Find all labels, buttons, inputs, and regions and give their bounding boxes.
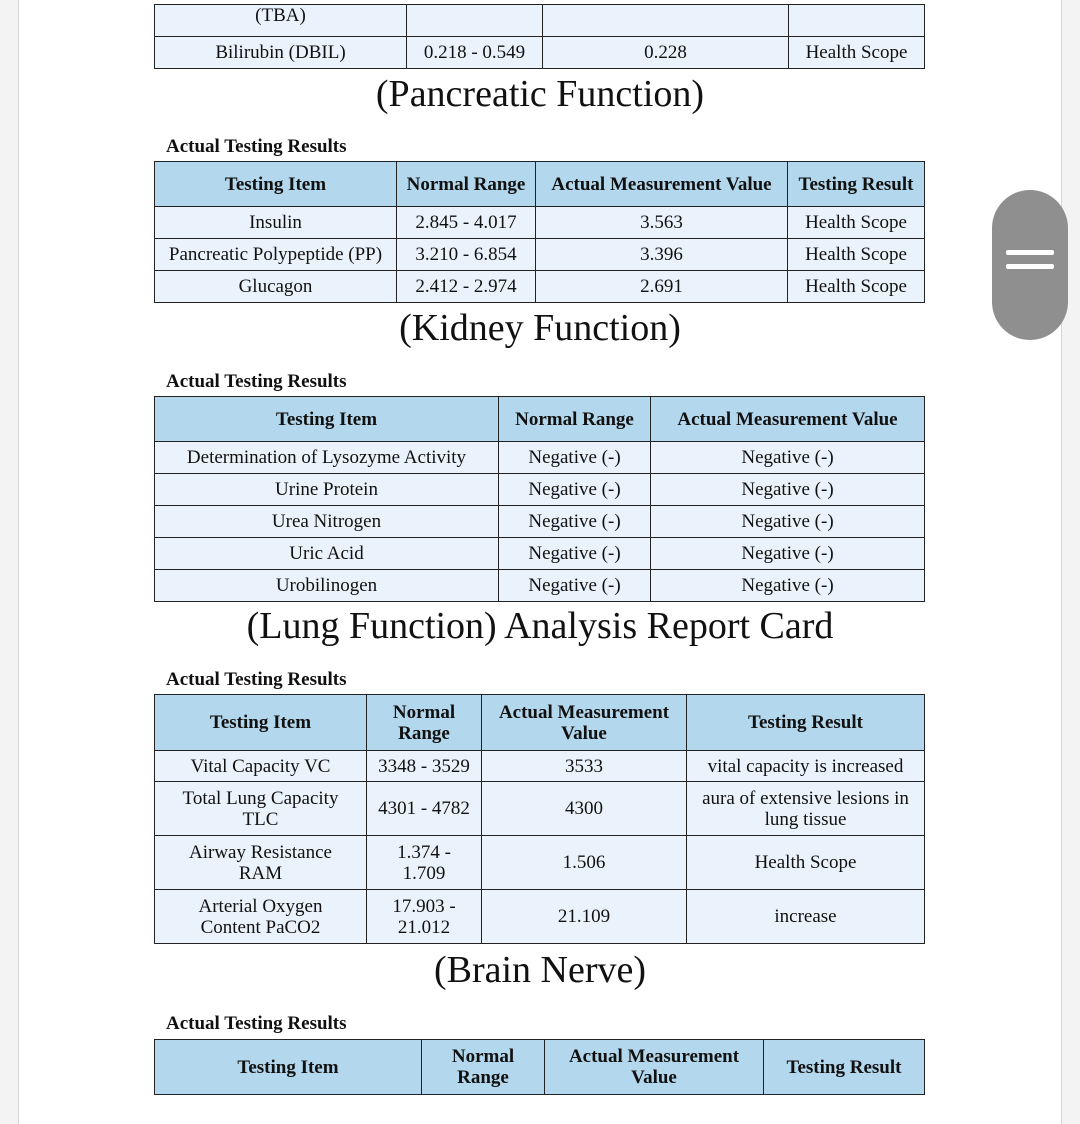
table-cell: increase: [687, 890, 925, 944]
table-cell: 3.563: [536, 207, 788, 239]
column-header: Normal Range: [397, 162, 536, 207]
results-label: Actual Testing Results: [166, 136, 347, 157]
table-cell: Negative (-): [499, 506, 651, 538]
column-header: Testing Item: [155, 397, 499, 442]
table-cell: Arterial Oxygen Content PaCO2: [155, 890, 367, 944]
table-cell: 2.412 - 2.974: [397, 271, 536, 303]
column-header: Testing Item: [155, 162, 397, 207]
table-cell: Health Scope: [788, 207, 925, 239]
table-row: [155, 37, 925, 69]
table-cell: 1.506: [482, 836, 687, 890]
column-header: Testing Result: [764, 1040, 925, 1095]
section-title: (Brain Nerve): [433, 949, 647, 991]
column-header: Actual Measurement Value: [482, 695, 687, 751]
table-row: [155, 570, 925, 602]
results-label: Actual Testing Results: [166, 1013, 347, 1034]
table-row: [155, 5, 925, 37]
table-header-row: [155, 1040, 925, 1095]
table-cell: 4300: [482, 782, 687, 836]
table-cell: Health Scope: [687, 836, 925, 890]
column-header: Actual Measurement Value: [536, 162, 788, 207]
table-cell: 21.109: [482, 890, 687, 944]
table-cell: Negative (-): [499, 538, 651, 570]
table-row: [155, 751, 925, 782]
table-cell: Bilirubin (DBIL): [155, 37, 407, 69]
column-header: Actual Measurement Value: [545, 1040, 764, 1095]
table-row: [155, 506, 925, 538]
table-cell: 0.218 - 0.549: [407, 37, 543, 69]
table-cell: 0.228: [543, 37, 789, 69]
table-cell: 3.210 - 6.854: [397, 239, 536, 271]
table-cell: 17.903 - 21.012: [367, 890, 482, 944]
table-cell: Negative (-): [651, 474, 925, 506]
brain-table: [154, 1039, 924, 1095]
pancreatic-table: [154, 161, 924, 303]
kidney-table: [154, 396, 924, 602]
table-cell: Urine Protein: [155, 474, 499, 506]
table-cell: Vital Capacity VC: [155, 751, 367, 782]
column-header: Normal Range: [499, 397, 651, 442]
table-cell: Urea Nitrogen: [155, 506, 499, 538]
table-cell: 2.845 - 4.017: [397, 207, 536, 239]
table-cell: Health Scope: [789, 37, 925, 69]
table-row: [155, 836, 925, 890]
table-header-row: [155, 695, 925, 751]
table-cell: [543, 5, 789, 37]
column-header: Testing Result: [687, 695, 925, 751]
table-cell: Negative (-): [499, 570, 651, 602]
table-row: [155, 782, 925, 836]
lung-table: [154, 694, 924, 944]
table-cell: 3348 - 3529: [367, 751, 482, 782]
table-cell: 4301 - 4782: [367, 782, 482, 836]
table-row: [155, 239, 925, 271]
table-cell: Negative (-): [651, 506, 925, 538]
table-cell: Negative (-): [499, 474, 651, 506]
table-cell: [789, 5, 925, 37]
table-cell: 3.396: [536, 239, 788, 271]
table-cell: Negative (-): [651, 538, 925, 570]
column-header: Normal Range: [367, 695, 482, 751]
column-header: Testing Result: [788, 162, 925, 207]
table-row: [155, 474, 925, 506]
table-row: [155, 538, 925, 570]
column-header: Normal Range: [422, 1040, 545, 1095]
table-header-row: [155, 162, 925, 207]
column-header: Testing Item: [155, 695, 367, 751]
table-cell: 2.691: [536, 271, 788, 303]
top-table: [154, 4, 924, 69]
table-cell: vital capacity is increased: [687, 751, 925, 782]
section-title: (Pancreatic Function): [375, 73, 705, 115]
section-title: (Lung Function) Analysis Report Card: [246, 605, 834, 647]
column-header: Testing Item: [155, 1040, 422, 1095]
table-cell: aura of extensive lesions in lung tissue: [687, 782, 925, 836]
results-label: Actual Testing Results: [166, 669, 347, 690]
table-cell: Glucagon: [155, 271, 397, 303]
table-cell: Urobilinogen: [155, 570, 499, 602]
table-cell: Negative (-): [651, 442, 925, 474]
table-cell: Determination of Lysozyme Activity: [155, 442, 499, 474]
section-title: (Kidney Function): [399, 307, 681, 349]
table-cell: Uric Acid: [155, 538, 499, 570]
table-cell: Pancreatic Polypeptide (PP): [155, 239, 397, 271]
table-row: [155, 890, 925, 944]
table-cell: Insulin: [155, 207, 397, 239]
table-cell: Total Lung Capacity TLC: [155, 782, 367, 836]
table-row: [155, 271, 925, 303]
table-cell: Negative (-): [651, 570, 925, 602]
column-header: Actual Measurement Value: [651, 397, 925, 442]
table-row: [155, 442, 925, 474]
table-cell: (TBA): [155, 5, 407, 37]
results-label: Actual Testing Results: [166, 371, 347, 392]
table-row: [155, 207, 925, 239]
table-cell: Negative (-): [499, 442, 651, 474]
table-cell: [407, 5, 543, 37]
table-cell: 3533: [482, 751, 687, 782]
table-header-row: [155, 397, 925, 442]
scroll-handle[interactable]: [992, 190, 1068, 340]
table-cell: Health Scope: [788, 271, 925, 303]
table-cell: 1.374 - 1.709: [367, 836, 482, 890]
table-cell: Health Scope: [788, 239, 925, 271]
table-cell: Airway Resistance RAM: [155, 836, 367, 890]
